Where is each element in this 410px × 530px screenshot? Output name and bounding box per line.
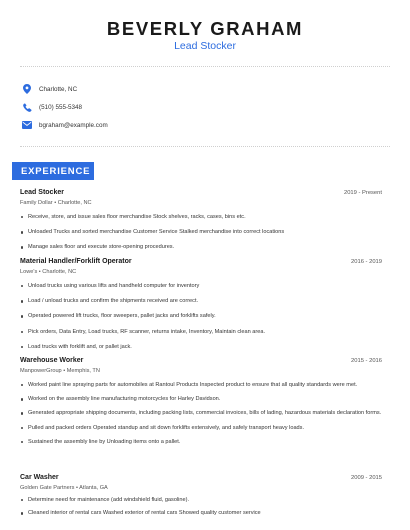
- list-item: Sustained the assembly line by Unloading items onto a pallet.: [20, 438, 382, 446]
- envelope-icon: [22, 120, 32, 130]
- contact-phone: [22, 100, 82, 114]
- list-item: Load / unload trucks and confirm the shipments received are correct.: [20, 297, 382, 305]
- candidate-role: Lead Stocker: [174, 40, 236, 52]
- list-item: Pick orders, Data Entry, Load trucks, RF scanner, returns intake, Inventory, Maintain clean area.: [20, 328, 382, 336]
- job-company: ManpowerGroup • Memphis, TN: [20, 368, 100, 374]
- list-item: Determine need for maintenance (add windshield fluid, gasoline).: [20, 496, 382, 504]
- contact-email: [22, 118, 108, 132]
- job-entry: [20, 189, 382, 252]
- list-item: Load trucks with forklift and, or pallet jack.: [20, 343, 382, 351]
- job-bullets: [20, 282, 382, 351]
- list-item: Worked paint line spraying parts for automobiles at Rantoul Products Inspected product to ensure that all quality standards were met.: [20, 381, 382, 389]
- section-title-experience: EXPERIENCE: [12, 162, 94, 180]
- list-item: Cleaned interior of rental cars Washed exterior of rental cars Showed quality customer service: [20, 509, 382, 517]
- job-dates: 2009 - 2015: [351, 475, 382, 481]
- location-pin-icon: [22, 84, 32, 94]
- divider: [20, 146, 390, 147]
- job-dates: 2019 - Present: [343, 190, 382, 196]
- list-item: Manage sales floor and execute store-opening procedures.: [20, 243, 382, 251]
- email-text[interactable]: bgraham@example.com: [39, 121, 108, 129]
- job-dates: 2016 - 2019: [351, 259, 382, 265]
- job-company: Family Dollar • Charlotte, NC: [20, 200, 92, 206]
- job-title: Material Handler/Forklift Operator: [20, 258, 132, 265]
- location-text: Charlotte, NC: [39, 85, 78, 93]
- job-entry: [20, 357, 382, 446]
- list-item: Unloaded Trucks and sorted merchandise Customer Service Stalked merchandise into correct locations: [20, 228, 382, 236]
- job-title: Car Washer: [20, 474, 59, 481]
- list-item: Operated powered lift trucks, floor sweepers, pallet jacks and forklifts safely.: [20, 312, 382, 320]
- job-dates: 2015 - 2016: [351, 358, 382, 364]
- list-item: Worked on the assembly line manufacturing motorcycles for Harley Davidson.: [20, 395, 382, 403]
- job-title: Warehouse Worker: [20, 357, 84, 364]
- candidate-name: BEVERLY GRAHAM: [106, 18, 304, 39]
- list-item: Pulled and packed orders Operated standup and sit down forklifts extensively, and safely transport heavy loads.: [20, 424, 382, 432]
- job-bullets: [20, 381, 382, 446]
- job-bullets: [20, 213, 382, 252]
- job-company: Lowe's • Charlotte, NC: [20, 269, 77, 275]
- phone-icon: [22, 102, 32, 112]
- contact-location: [22, 82, 77, 96]
- job-bullets: [20, 496, 382, 517]
- list-item: Unload trucks using various lifts and handheld computer for inventory: [20, 282, 382, 290]
- list-item: Generated appropriate shipping documents, including packing lists, commercial invoices, bills of lading, hazardous materials declaration forms.: [20, 409, 382, 417]
- divider: [20, 66, 390, 67]
- job-company: Golden Gate Partners • Atlanta, GA: [20, 485, 108, 491]
- job-title: Lead Stocker: [20, 189, 64, 196]
- job-entry: [20, 474, 382, 517]
- phone-text: (510) 555-5348: [39, 103, 83, 111]
- list-item: Receive, store, and issue sales floor merchandise Stock shelves, racks, cases, bins etc.: [20, 213, 382, 221]
- job-entry: [20, 258, 382, 351]
